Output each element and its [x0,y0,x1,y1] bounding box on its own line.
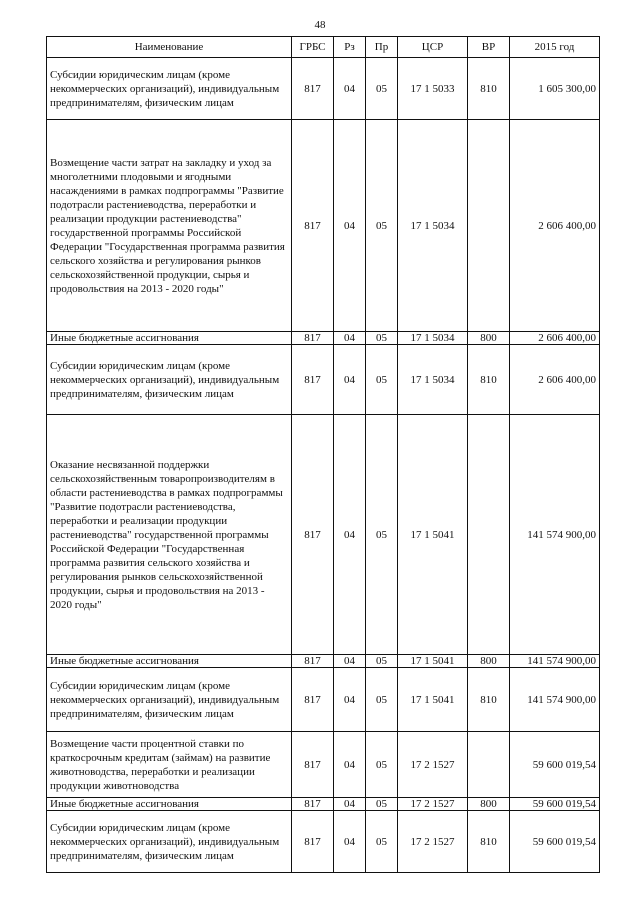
row-amount: 141 574 900,00 [510,655,600,668]
row-csr: 17 2 1527 [398,732,468,798]
row-rz: 04 [334,655,366,668]
row-rz: 04 [334,668,366,732]
header-vr: ВР [468,37,510,58]
row-grbs: 817 [292,332,334,345]
row-csr: 17 1 5034 [398,345,468,415]
row-amount: 59 600 019,54 [510,798,600,811]
table-row [47,798,600,811]
row-amount: 2 606 400,00 [510,345,600,415]
row-grbs: 817 [292,732,334,798]
row-grbs: 817 [292,58,334,120]
row-pr: 05 [366,120,398,332]
row-rz: 04 [334,798,366,811]
row-vr [468,120,510,332]
row-vr: 800 [468,332,510,345]
row-amount: 141 574 900,00 [510,415,600,655]
budget-table [46,36,600,873]
row-pr: 05 [366,655,398,668]
row-rz: 04 [334,332,366,345]
row-csr: 17 1 5041 [398,655,468,668]
row-amount: 141 574 900,00 [510,668,600,732]
row-name: Субсидии юридическим лицам (кроме некоммерческих организаций), индивидуальным предпринимателям, физическим лицам [47,345,292,415]
row-pr: 05 [366,415,398,655]
row-grbs: 817 [292,345,334,415]
row-name: Оказание несвязанной поддержки сельскохозяйственным товаропроизводителям в области растениеводства в рамках подпрограммы "Развитие подотрасли растениеводства, переработки и реализации продукции растениеводства" государственной программы Российской Федерации "Государственная программа развития сельского хозяйства и регулирования рынков сельскохозяйственной продукции, сырья и продовольствия на 2013 - 2020 годы" [47,415,292,655]
row-rz: 04 [334,120,366,332]
row-amount: 59 600 019,54 [510,732,600,798]
header-grbs: ГРБС [292,37,334,58]
row-name: Иные бюджетные ассигнования [47,798,292,811]
row-csr: 17 1 5033 [398,58,468,120]
row-vr: 800 [468,655,510,668]
row-grbs: 817 [292,655,334,668]
row-vr: 810 [468,58,510,120]
row-vr: 810 [468,345,510,415]
row-grbs: 817 [292,415,334,655]
row-name: Возмещение части затрат на закладку и уход за многолетними плодовыми и ягодными насаждениями в рамках подпрограммы "Развитие подотрасли растениеводства, переработки и реализации продукции растениеводства" государственной программы Российской Федерации "Государственная программа развития сельского хозяйства и регулирования рынков сельскохозяйственной продукции, сырья и продовольствия на 2013 - 2020 годы" [47,120,292,332]
table-row [47,345,600,415]
row-rz: 04 [334,732,366,798]
row-rz: 04 [334,415,366,655]
row-vr [468,732,510,798]
row-rz: 04 [334,811,366,873]
table-row [47,811,600,873]
row-vr: 810 [468,668,510,732]
row-name: Иные бюджетные ассигнования [47,332,292,345]
row-grbs: 817 [292,811,334,873]
row-amount: 59 600 019,54 [510,811,600,873]
row-pr: 05 [366,58,398,120]
row-name: Иные бюджетные ассигнования [47,655,292,668]
row-pr: 05 [366,332,398,345]
row-grbs: 817 [292,798,334,811]
row-name: Возмещение части процентной ставки по краткосрочным кредитам (займам) на развитие животноводства, переработки и реализации продукции животноводства [47,732,292,798]
table-row [47,655,600,668]
row-name: Субсидии юридическим лицам (кроме некоммерческих организаций), индивидуальным предпринимателям, физическим лицам [47,668,292,732]
page-number: 48 [314,19,326,31]
row-grbs: 817 [292,120,334,332]
row-csr: 17 1 5034 [398,332,468,345]
row-csr: 17 1 5041 [398,415,468,655]
header-year: 2015 год [510,37,600,58]
row-csr: 17 1 5034 [398,120,468,332]
row-name: Субсидии юридическим лицам (кроме некоммерческих организаций), индивидуальным предпринимателям, физическим лицам [47,811,292,873]
row-pr: 05 [366,732,398,798]
row-pr: 05 [366,811,398,873]
row-name: Субсидии юридическим лицам (кроме некоммерческих организаций), индивидуальным предпринимателям, физическим лицам [47,58,292,120]
table-row [47,732,600,798]
header-rz: Рз [334,37,366,58]
row-amount: 2 606 400,00 [510,120,600,332]
row-pr: 05 [366,345,398,415]
row-vr: 800 [468,798,510,811]
table-row [47,668,600,732]
row-amount: 1 605 300,00 [510,58,600,120]
row-csr: 17 2 1527 [398,811,468,873]
row-vr: 810 [468,811,510,873]
row-csr: 17 2 1527 [398,798,468,811]
row-pr: 05 [366,798,398,811]
header-name: Наименование [47,37,292,58]
table-row [47,58,600,120]
table-row [47,332,600,345]
header-csr: ЦСР [398,37,468,58]
row-grbs: 817 [292,668,334,732]
row-csr: 17 1 5041 [398,668,468,732]
header-pr: Пр [366,37,398,58]
row-rz: 04 [334,345,366,415]
row-amount: 2 606 400,00 [510,332,600,345]
row-rz: 04 [334,58,366,120]
table-row [47,120,600,332]
table-row [47,415,600,655]
row-pr: 05 [366,668,398,732]
header-row [47,37,600,58]
row-vr [468,415,510,655]
